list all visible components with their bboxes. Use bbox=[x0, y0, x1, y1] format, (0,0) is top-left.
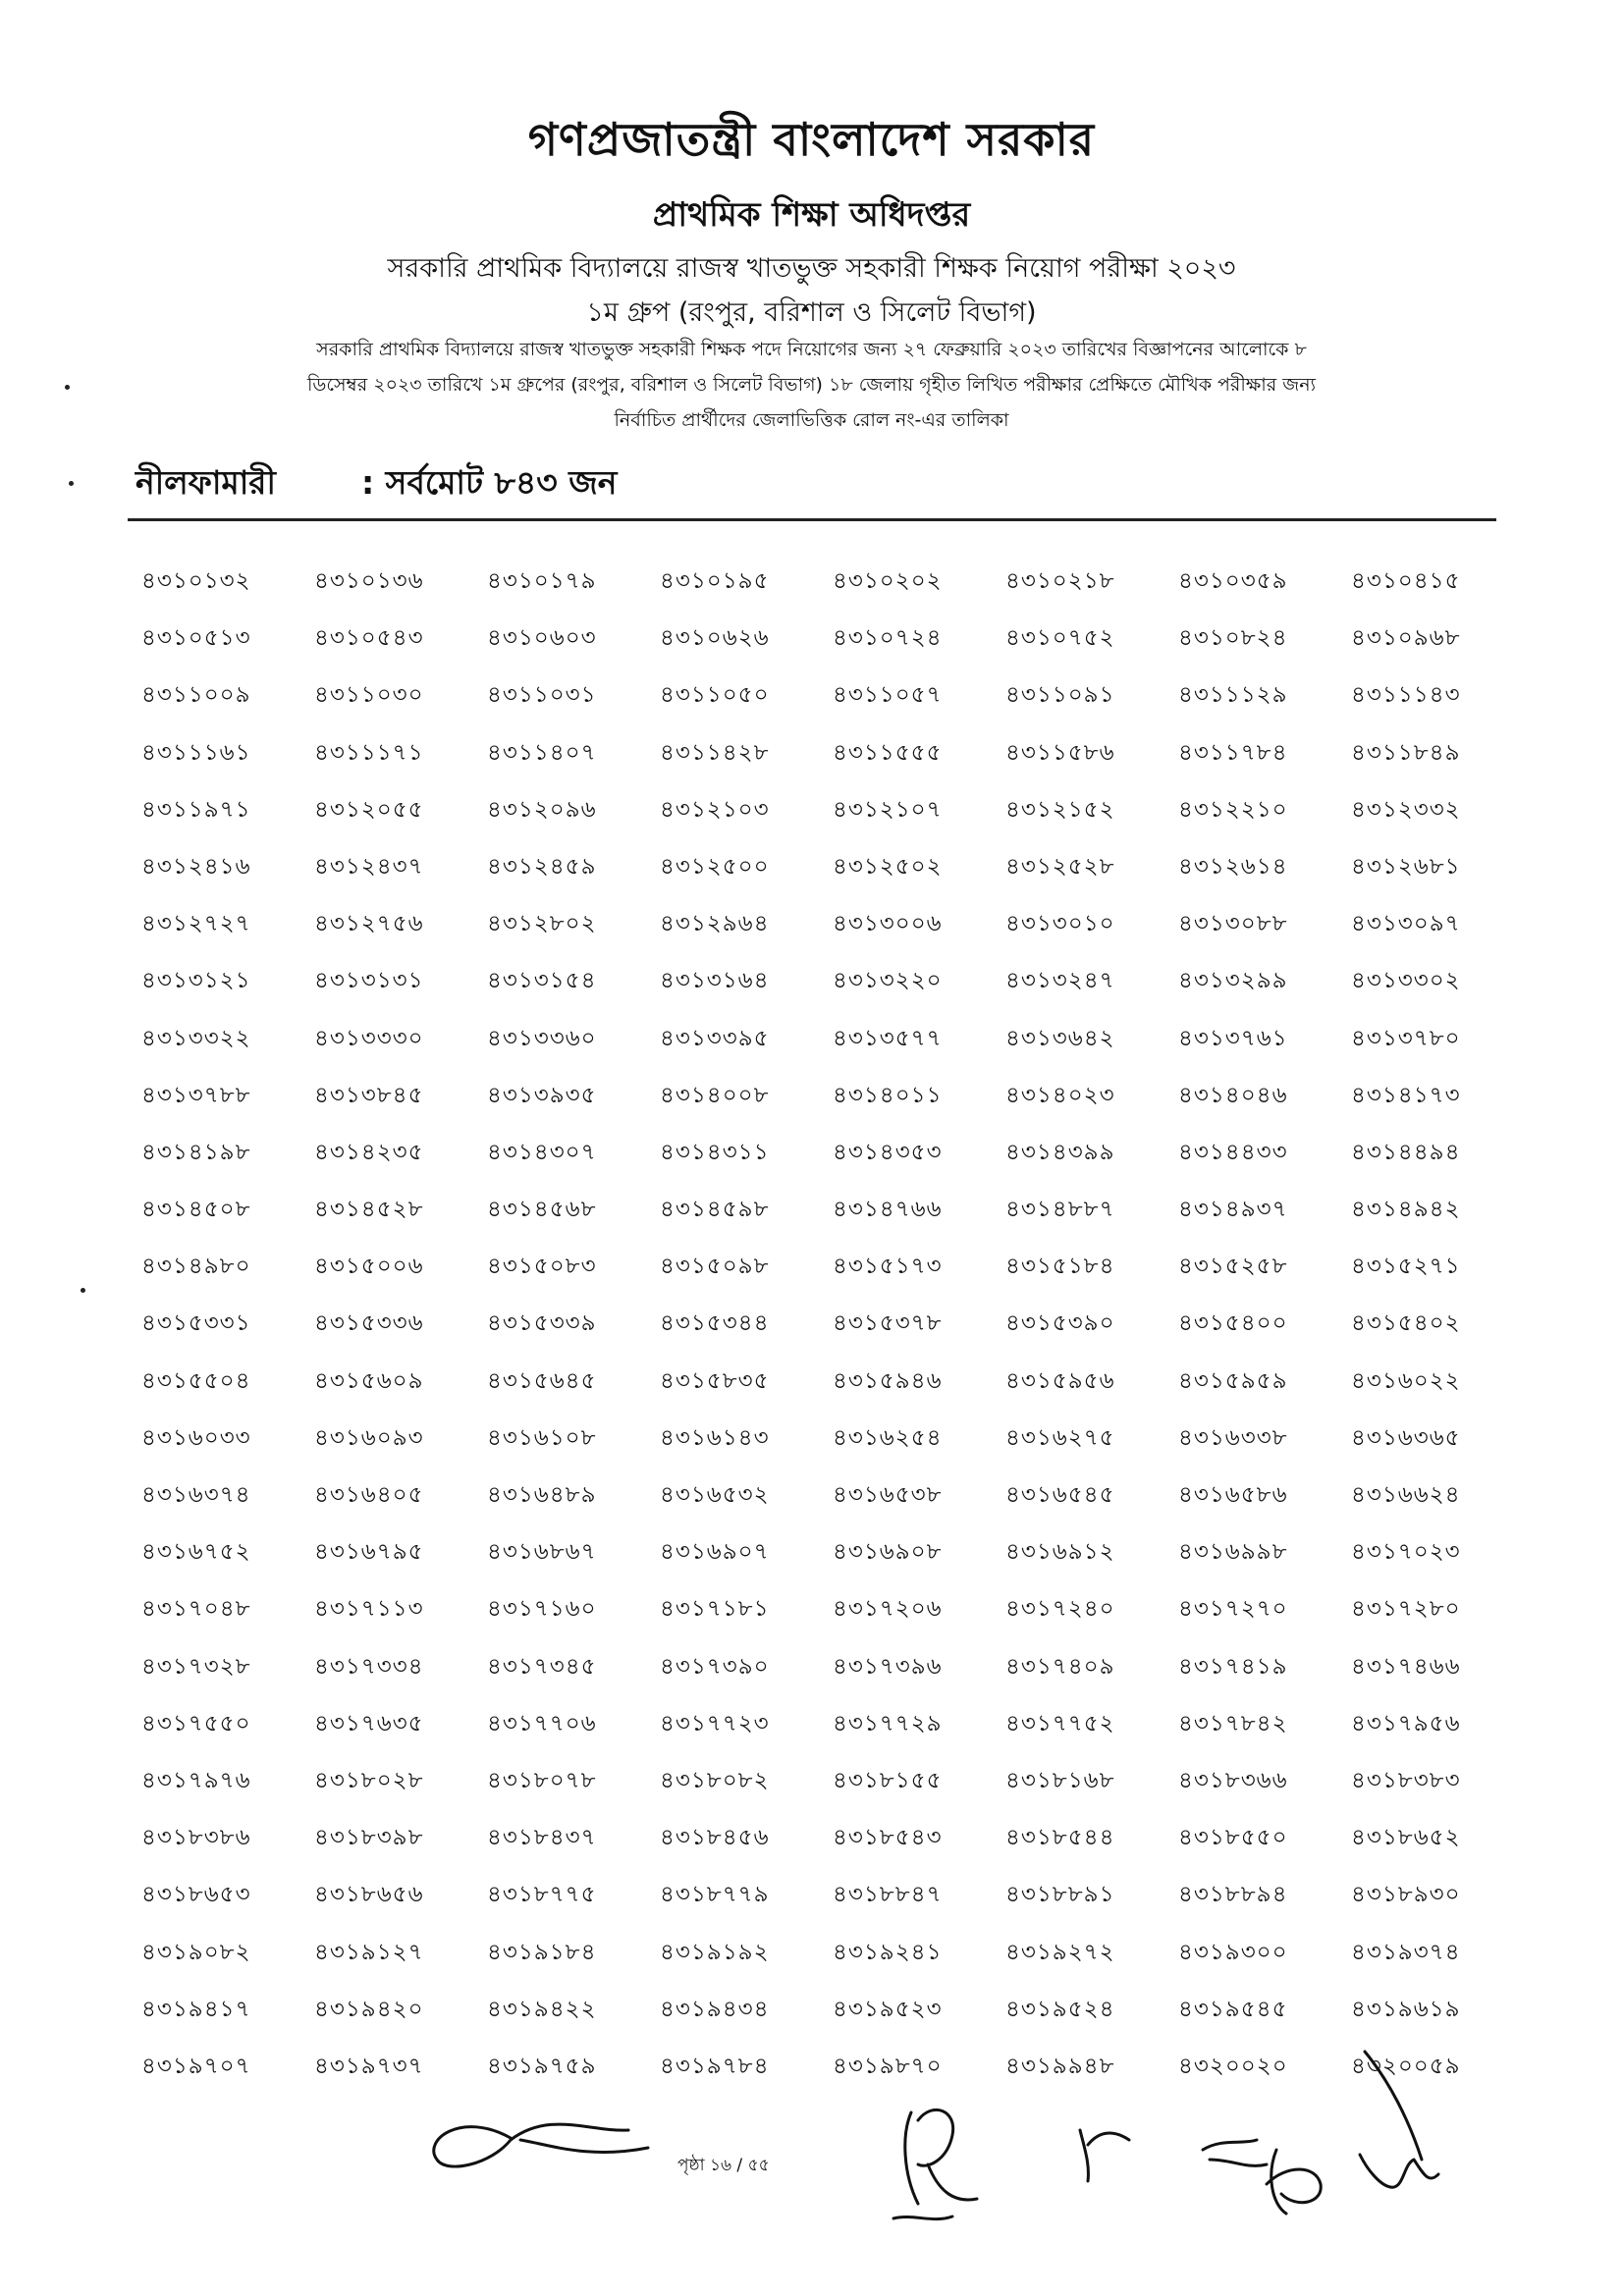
roll-number: ৪৩১৮৫৪৪ bbox=[1005, 1825, 1115, 1851]
roll-number: ৪৩১৪৪৩৩ bbox=[1178, 1139, 1288, 1165]
roll-number: ৪৩১৭৭২৯ bbox=[833, 1710, 943, 1736]
roll-row bbox=[141, 1590, 1536, 1647]
roll-number: ৪৩১৬৫৩২ bbox=[660, 1482, 770, 1508]
roll-number: ৪৩১৬০২২ bbox=[1351, 1367, 1461, 1394]
roll-number: ৪৩১৮৭৭৯ bbox=[660, 1882, 770, 1908]
roll-number: ৪৩১২১০৭ bbox=[833, 796, 943, 823]
roll-number: ৪৩১৪৮৮৭ bbox=[1005, 1197, 1115, 1223]
roll-number: ৪৩১১৫৮৬ bbox=[1005, 739, 1115, 766]
roll-number: ৪৩১৭৭০৬ bbox=[487, 1710, 597, 1736]
roll-number: ৪৩১৭০৪৮ bbox=[141, 1596, 251, 1623]
roll-row bbox=[141, 1191, 1536, 1248]
roll-number: ৪৩১৯৪৩৪ bbox=[660, 1996, 770, 2022]
roll-number: ৪৩১৫৬৪৫ bbox=[487, 1367, 597, 1394]
roll-number: ৪৩১০১৭৯ bbox=[487, 568, 597, 594]
roll-number: ৪৩১৭৩৪৫ bbox=[487, 1653, 597, 1680]
roll-number: ৪৩১১৪২৮ bbox=[660, 739, 770, 766]
roll-number: ৪৩১০৮২৪ bbox=[1178, 625, 1288, 652]
roll-number: ৪৩১৫২৫৮ bbox=[1178, 1254, 1288, 1280]
roll-number: ৪৩১৯১২৭ bbox=[314, 1939, 424, 1965]
roll-number: ৪৩১৪৩০৭ bbox=[487, 1139, 597, 1165]
roll-number: ৪৩১৪০২৩ bbox=[1005, 1082, 1115, 1108]
roll-number: ৪৩১৯৭৫৯ bbox=[487, 2053, 597, 2079]
roll-number: ৪৩১৯২৭২ bbox=[1005, 1939, 1115, 1965]
roll-number: ৪৩১৯৩৭৪ bbox=[1351, 1939, 1461, 1965]
roll-row bbox=[141, 1077, 1536, 1134]
roll-number: ৪৩১৫৬০৯ bbox=[314, 1367, 424, 1394]
roll-number: ৪৩১৯৫২৪ bbox=[1005, 1996, 1115, 2022]
roll-number: ৪৩১৩০১০ bbox=[1005, 911, 1115, 937]
roll-number: ৪৩১৯২৪১ bbox=[833, 1939, 943, 1965]
roll-number: ৪৩১৮১৬৮ bbox=[1005, 1767, 1115, 1793]
roll-number: ৪৩১৭৩৩৪ bbox=[314, 1653, 424, 1680]
roll-row bbox=[141, 1020, 1536, 1077]
roll-number: ৪৩১৫৪০২ bbox=[1351, 1310, 1461, 1337]
roll-number: ৪৩১৭২৭০ bbox=[1178, 1596, 1288, 1623]
roll-number: ৪৩১৫০৮৩ bbox=[487, 1254, 597, 1280]
roll-number: ৪৩১৭৯৫৬ bbox=[1351, 1710, 1461, 1736]
roll-number: ৪৩১০৩৫৯ bbox=[1178, 568, 1288, 594]
roll-number: ৪৩১১৭৮৪ bbox=[1178, 739, 1288, 766]
roll-number: ৪৩১৪০১১ bbox=[833, 1082, 943, 1108]
roll-number: ৪৩১৩০৮৮ bbox=[1178, 911, 1288, 937]
roll-number: ৪৩১২৫০২ bbox=[833, 853, 943, 880]
roll-number: ৪৩১১০৫৭ bbox=[833, 682, 943, 709]
roll-number: ৪৩১৪৭৬৬ bbox=[833, 1197, 943, 1223]
roll-number: ৪৩১৭৩৯০ bbox=[660, 1653, 770, 1680]
notice-line: ডিসেম্বর ২০২৩ তারিখে ১ম গ্রুপের (রংপুর, বরিশাল ও সিলেট বিভাগ) ১৮ জেলায় গৃহীত লিখিত পরীক্ষার প্রেক্ষিতে মৌখিক পরীক্ষার জন্য bbox=[306, 374, 1317, 396]
roll-number: ৪৩১৬৮৬৭ bbox=[487, 1539, 597, 1566]
roll-row bbox=[141, 1134, 1536, 1191]
signature-1 bbox=[434, 2124, 648, 2166]
roll-number: ৪৩১৬৩৬৫ bbox=[1351, 1424, 1461, 1451]
roll-number: ৪৩১২০৯৬ bbox=[487, 796, 597, 823]
roll-row bbox=[141, 1419, 1536, 1476]
department-title: প্রাথমিক শিক্ষা অধিদপ্তর bbox=[652, 195, 971, 235]
roll-number: ৪৩১৭২৮০ bbox=[1351, 1596, 1461, 1623]
roll-number: ৪৩১৮০৭৮ bbox=[487, 1767, 597, 1793]
roll-number: ৪৩১৯১৯২ bbox=[660, 1939, 770, 1965]
roll-number: ৪৩১২৪১৬ bbox=[141, 853, 251, 880]
roll-number: ৪৩১০৯৬৮ bbox=[1351, 625, 1461, 652]
roll-number: ৪৩১০২১৮ bbox=[1005, 568, 1115, 594]
roll-number: ৪৩১৫২৭১ bbox=[1351, 1254, 1461, 1280]
roll-number: ৪৩১৭৭২৩ bbox=[660, 1710, 770, 1736]
roll-number: ৪৩১৪৫০৮ bbox=[141, 1197, 251, 1223]
roll-number: ৪৩১৯৫২৩ bbox=[833, 1996, 943, 2022]
roll-number: ৪৩১৫৩৩১ bbox=[141, 1310, 251, 1337]
roll-number: ৪৩১১৫৫৫ bbox=[833, 739, 943, 766]
roll-number: ৪৩১৪৯৮০ bbox=[141, 1254, 251, 1280]
roll-number: ৪৩১৫৩৩৬ bbox=[314, 1310, 424, 1337]
roll-number: ৪৩১৩৭৮০ bbox=[1351, 1025, 1461, 1051]
roll-number: ৪৩১৪৯৩৭ bbox=[1178, 1197, 1288, 1223]
roll-number: ৪৩১৩২৪৭ bbox=[1005, 968, 1115, 994]
roll-number: ৪৩১১০৫০ bbox=[660, 682, 770, 709]
notice-line: সরকারি প্রাথমিক বিদ্যালয়ে রাজস্ব খাতভুক্ত সহকারী শিক্ষক পদে নিয়োগের জন্য ২৭ ফেব্রুয়ারি ২০২৩ তারিখের বিজ্ঞাপনের আলোকে ৮ bbox=[316, 339, 1307, 360]
roll-number: ৪৩১৫৩৩৯ bbox=[487, 1310, 597, 1337]
roll-number: ৪৩১২০৫৫ bbox=[314, 796, 424, 823]
roll-number: ৪৩১১১৭১ bbox=[314, 739, 424, 766]
roll-number-table bbox=[141, 562, 1536, 2105]
roll-row bbox=[141, 1476, 1536, 1533]
roll-row bbox=[141, 791, 1536, 848]
roll-number: ৪৩১৪৯৪২ bbox=[1351, 1197, 1461, 1223]
roll-number: ৪৩১৩০০৬ bbox=[833, 911, 943, 937]
roll-number: ৪৩১৩৯৩৫ bbox=[487, 1082, 597, 1108]
roll-number: ৪৩১০৫৪৩ bbox=[314, 625, 424, 652]
roll-number: ৪৩১৬৭৯৫ bbox=[314, 1539, 424, 1566]
roll-number: ৪৩১৫৩৯০ bbox=[1005, 1310, 1115, 1337]
roll-number: ৪৩১২৫০০ bbox=[660, 853, 770, 880]
roll-row bbox=[141, 2048, 1536, 2105]
roll-number: ৪৩১১০০৯ bbox=[141, 682, 251, 709]
roll-number: ৪৩১৯৩০০ bbox=[1178, 1939, 1288, 1965]
roll-number: ৪৩১৩৩৩০ bbox=[314, 1025, 424, 1051]
roll-number: ৪৩১১৪০৭ bbox=[487, 739, 597, 766]
roll-row bbox=[141, 1819, 1536, 1876]
roll-row bbox=[141, 676, 1536, 733]
roll-number: ৪৩১৪০০৮ bbox=[660, 1082, 770, 1108]
government-title: গণপ্রজাতন্ত্রী বাংলাদেশ সরকার bbox=[527, 113, 1096, 166]
roll-number: ৪৩১১০৩১ bbox=[487, 682, 597, 709]
roll-number: ৪৩১৬৩৩৮ bbox=[1178, 1424, 1288, 1451]
roll-number: ৪৩১৯৯৪৮ bbox=[1005, 2053, 1115, 2079]
roll-number: ৪৩১৭৩৯৬ bbox=[833, 1653, 943, 1680]
roll-number: ৪৩১২৪৩৭ bbox=[314, 853, 424, 880]
roll-number: ৪৩১৬৫৪৫ bbox=[1005, 1482, 1115, 1508]
roll-number: ৪৩১০৪১৫ bbox=[1351, 568, 1461, 594]
roll-number: ৪৩১১১৪৩ bbox=[1351, 682, 1461, 709]
roll-number: ৪৩১৩৭৮৮ bbox=[141, 1082, 251, 1108]
roll-number: ৪৩১৭৪১৯ bbox=[1178, 1653, 1288, 1680]
roll-number: ৪৩১৭৮৪২ bbox=[1178, 1710, 1288, 1736]
roll-number: ৪৩১৮৩৯৮ bbox=[314, 1825, 424, 1851]
roll-number: ৪৩১৭৩২৮ bbox=[141, 1653, 251, 1680]
scan-speck bbox=[65, 385, 70, 390]
roll-number: ৪৩১৩০৯৭ bbox=[1351, 911, 1461, 937]
signature-3 bbox=[1080, 2130, 1129, 2181]
roll-number: ৪৩১৪০৪৬ bbox=[1178, 1082, 1288, 1108]
roll-number: ৪৩১৪৫৬৮ bbox=[487, 1197, 597, 1223]
signature-4 bbox=[1203, 2140, 1321, 2214]
roll-number: ৪৩১২৮০২ bbox=[487, 911, 597, 937]
roll-number: ৪৩১৩১২১ bbox=[141, 968, 251, 994]
roll-number: ৪৩১৮৪৩৭ bbox=[487, 1825, 597, 1851]
roll-number: ৪৩১৮৬৫২ bbox=[1351, 1825, 1461, 1851]
roll-number: ৪৩১৪৩১১ bbox=[660, 1139, 770, 1165]
roll-number: ৪৩১৩৩০২ bbox=[1351, 968, 1461, 994]
roll-number: ৪৩১৫৫০৪ bbox=[141, 1367, 251, 1394]
roll-number: ৪৩১৩৩২২ bbox=[141, 1025, 251, 1051]
roll-number: ৪৩১৭৫৫০ bbox=[141, 1710, 251, 1736]
signature-2 bbox=[893, 2109, 977, 2218]
roll-number: ৪৩১৬১৪৩ bbox=[660, 1424, 770, 1451]
roll-number: ৪৩১১০৯১ bbox=[1005, 682, 1115, 709]
roll-number: ৪৩১৭১১৩ bbox=[314, 1596, 424, 1623]
roll-number: ৪৩১৮০২৮ bbox=[314, 1767, 424, 1793]
roll-number: ৪৩১৯০৮২ bbox=[141, 1939, 251, 1965]
roll-number: ৪৩১৬৪০৫ bbox=[314, 1482, 424, 1508]
roll-number: ৪৩১৬০৩৩ bbox=[141, 1424, 251, 1451]
roll-number: ৪৩১২৫২৮ bbox=[1005, 853, 1115, 880]
district-name: নীলফামারী bbox=[135, 463, 276, 502]
roll-number: ৪৩১২১০৩ bbox=[660, 796, 770, 823]
roll-number: ৪৩১৯৪২০ bbox=[314, 1996, 424, 2022]
roll-number: ৪৩১২৪৫৯ bbox=[487, 853, 597, 880]
roll-number: ৪৩১০৬২৬ bbox=[660, 625, 770, 652]
roll-number: ৪৩১৬২৫৪ bbox=[833, 1424, 943, 1451]
roll-number: ৪৩১৪৫৯৮ bbox=[660, 1197, 770, 1223]
roll-number: ৪৩১২২১০ bbox=[1178, 796, 1288, 823]
roll-number: ৪৩১৬৫৮৬ bbox=[1178, 1482, 1288, 1508]
roll-number: ৪৩১৩২২০ bbox=[833, 968, 943, 994]
roll-number: ৪৩১৫৯৫৬ bbox=[1005, 1367, 1115, 1394]
roll-number: ৪৩১৮৫৪৩ bbox=[833, 1825, 943, 1851]
roll-number: ৪৩১৮৯৩০ bbox=[1351, 1882, 1461, 1908]
roll-number: ৪৩১০৬০৩ bbox=[487, 625, 597, 652]
roll-number: ৪৩১৩১৬৪ bbox=[660, 968, 770, 994]
roll-number: ৪৩১৩৩৯৫ bbox=[660, 1025, 770, 1051]
roll-number: ৪৩১৬৯০৮ bbox=[833, 1539, 943, 1566]
scan-speck bbox=[81, 1288, 85, 1293]
roll-number: ৪৩১৭০২৩ bbox=[1351, 1539, 1461, 1566]
roll-number: ৪৩১০১৩৬ bbox=[314, 568, 424, 594]
roll-number: ৪৩১১১৬১ bbox=[141, 739, 251, 766]
roll-number: ৪৩১৯৪১৭ bbox=[141, 1996, 251, 2022]
roll-number: ৪৩১৭২০৬ bbox=[833, 1596, 943, 1623]
roll-number: ৪৩১১৯৭১ bbox=[141, 796, 251, 823]
scan-speck bbox=[69, 481, 74, 486]
roll-number: ৪৩১৯৭৩৭ bbox=[314, 2053, 424, 2079]
roll-row bbox=[141, 962, 1536, 1019]
roll-number: ৪৩১৮৬৫৬ bbox=[314, 1882, 424, 1908]
roll-number: ৪৩১৪১৭৩ bbox=[1351, 1082, 1461, 1108]
roll-number: ৪৩১৭৪৬৬ bbox=[1351, 1653, 1461, 1680]
roll-number: ৪৩১৩৫৭৭ bbox=[833, 1025, 943, 1051]
roll-number: ৪৩১৯১৮৪ bbox=[487, 1939, 597, 1965]
roll-number: ৪৩১৪৩৫৩ bbox=[833, 1139, 943, 1165]
roll-number: ৪৩১৬৭৫২ bbox=[141, 1539, 251, 1566]
roll-row bbox=[141, 1934, 1536, 1991]
page-number: পৃষ্ঠা ১৬ / ৫৫ bbox=[677, 2156, 770, 2175]
roll-number: ৪৩১৭১৮১ bbox=[660, 1596, 770, 1623]
roll-number: ৪৩১৫০৯৮ bbox=[660, 1254, 770, 1280]
roll-number: ৪৩১৯৪২২ bbox=[487, 1996, 597, 2022]
roll-number: ৪৩১৬২৭৫ bbox=[1005, 1424, 1115, 1451]
roll-number: ৪৩১৬৩৭৪ bbox=[141, 1482, 251, 1508]
roll-row bbox=[141, 1305, 1536, 1362]
roll-number: ৪৩১৫৩৪৪ bbox=[660, 1310, 770, 1337]
roll-number: ৪৩১৫০০৬ bbox=[314, 1254, 424, 1280]
roll-number: ৪৩১৭২৪০ bbox=[1005, 1596, 1115, 1623]
roll-number: ৪৩১৯৭০৭ bbox=[141, 2053, 251, 2079]
roll-number: ৪৩১৮৮৯১ bbox=[1005, 1882, 1115, 1908]
roll-number: ৪৩১১১২৯ bbox=[1178, 682, 1288, 709]
roll-number: ৪৩১২৭২৭ bbox=[141, 911, 251, 937]
roll-number: ৪৩১০২০২ bbox=[833, 568, 943, 594]
roll-number: ৪৩২০০৫৯ bbox=[1351, 2053, 1461, 2079]
roll-number: ৪৩১৩৬৪২ bbox=[1005, 1025, 1115, 1051]
roll-number: ৪৩১৮৪৫৬ bbox=[660, 1825, 770, 1851]
roll-row bbox=[141, 1876, 1536, 1933]
roll-number: ৪৩১৮৫৫০ bbox=[1178, 1825, 1288, 1851]
roll-number: ৪৩১৭৯৭৬ bbox=[141, 1767, 251, 1793]
roll-number: ৪৩২০০২০ bbox=[1178, 2053, 1288, 2079]
roll-number: ৪৩১৯৬১৯ bbox=[1351, 1996, 1461, 2022]
roll-number: ৪৩১৮০৮২ bbox=[660, 1767, 770, 1793]
roll-number: ৪৩১০৭২৪ bbox=[833, 625, 943, 652]
notice-line: নির্বাচিত প্রার্থীদের জেলাভিত্তিক রোল নং-এর তালিকা bbox=[614, 409, 1009, 431]
roll-number: ৪৩১৪৫২৮ bbox=[314, 1197, 424, 1223]
group-title: ১ম গ্রুপ (রংপুর, বরিশাল ও সিলেট বিভাগ) bbox=[586, 297, 1037, 328]
roll-row bbox=[141, 1362, 1536, 1419]
roll-number: ৪৩১৪৩৯৯ bbox=[1005, 1139, 1115, 1165]
roll-number: ৪৩১৩২৯৯ bbox=[1178, 968, 1288, 994]
exam-title: সরকারি প্রাথমিক বিদ্যালয়ে রাজস্ব খাতভুক্ত সহকারী শিক্ষক নিয়োগ পরীক্ষা ২০২৩ bbox=[387, 253, 1236, 284]
roll-number: ৪৩১২১৫২ bbox=[1005, 796, 1115, 823]
roll-number: ৪৩১৬৫৩৮ bbox=[833, 1482, 943, 1508]
roll-number: ৪৩১৭৭৫২ bbox=[1005, 1710, 1115, 1736]
roll-number: ৪৩১৪২৩৫ bbox=[314, 1139, 424, 1165]
roll-number: ৪৩১১৮৪৯ bbox=[1351, 739, 1461, 766]
roll-number: ৪৩১৮৮৪৭ bbox=[833, 1882, 943, 1908]
roll-number: ৪৩১৪৪৯৪ bbox=[1351, 1139, 1461, 1165]
roll-number: ৪৩১৩৮৪৫ bbox=[314, 1082, 424, 1108]
roll-number: ৪৩১০৭৫২ bbox=[1005, 625, 1115, 652]
roll-row bbox=[141, 1991, 1536, 2048]
roll-number: ৪৩১৮৬৫৩ bbox=[141, 1882, 251, 1908]
roll-number: ৪৩১৩১৩১ bbox=[314, 968, 424, 994]
roll-number: ৪৩১০১৩২ bbox=[141, 568, 251, 594]
roll-number: ৪৩১৩৭৬১ bbox=[1178, 1025, 1288, 1051]
roll-row bbox=[141, 619, 1536, 676]
roll-number: ৪৩১৮৩৮৩ bbox=[1351, 1767, 1461, 1793]
roll-number: ৪৩১৭১৬০ bbox=[487, 1596, 597, 1623]
roll-number: ৪৩১২৩৩২ bbox=[1351, 796, 1461, 823]
roll-number: ৪৩১৬৬২৪ bbox=[1351, 1482, 1461, 1508]
roll-number: ৪৩১৩১৫৪ bbox=[487, 968, 597, 994]
roll-number: ৪৩১৬১০৮ bbox=[487, 1424, 597, 1451]
roll-number: ৪৩১১০৩০ bbox=[314, 682, 424, 709]
roll-number: ৪৩১৯৮৭০ bbox=[833, 2053, 943, 2079]
roll-number: ৪৩১৬৯১২ bbox=[1005, 1539, 1115, 1566]
roll-row bbox=[141, 734, 1536, 791]
roll-number: ৪৩১৬৯০৭ bbox=[660, 1539, 770, 1566]
roll-row bbox=[141, 1648, 1536, 1705]
header-divider bbox=[128, 518, 1496, 521]
roll-row bbox=[141, 562, 1536, 619]
roll-number: ৪৩১২৬১৪ bbox=[1178, 853, 1288, 880]
roll-number: ৪৩১২৭৫৬ bbox=[314, 911, 424, 937]
roll-number: ৪৩১২৬৮১ bbox=[1351, 853, 1461, 880]
roll-number: ৪৩১০৫১৩ bbox=[141, 625, 251, 652]
roll-number: ৪৩১৬০৯৩ bbox=[314, 1424, 424, 1451]
roll-number: ৪৩১৩৩৬০ bbox=[487, 1025, 597, 1051]
roll-number: ৪৩১৭৪০৯ bbox=[1005, 1653, 1115, 1680]
roll-number: ৪৩১৮৩৬৬ bbox=[1178, 1767, 1288, 1793]
roll-number: ৪৩১২৯৬৪ bbox=[660, 911, 770, 937]
roll-number: ৪৩১৮৩৮৬ bbox=[141, 1825, 251, 1851]
roll-number: ৪৩১৫৮৩৫ bbox=[660, 1367, 770, 1394]
roll-number: ৪৩১৮৮৯৪ bbox=[1178, 1882, 1288, 1908]
roll-row bbox=[141, 905, 1536, 962]
roll-number: ৪৩১০১৯৫ bbox=[660, 568, 770, 594]
roll-number: ৪৩১৫৪০০ bbox=[1178, 1310, 1288, 1337]
district-total: : সর্বমোট ৮৪৩ জন bbox=[361, 463, 618, 502]
roll-number: ৪৩১৮৭৭৫ bbox=[487, 1882, 597, 1908]
roll-number: ৪৩১৫৯৫৯ bbox=[1178, 1367, 1288, 1394]
roll-row bbox=[141, 1762, 1536, 1819]
roll-row bbox=[141, 1705, 1536, 1762]
roll-number: ৪৩১৭৬৩৫ bbox=[314, 1710, 424, 1736]
roll-number: ৪৩১৫১৭৩ bbox=[833, 1254, 943, 1280]
roll-number: ৪৩১৯৫৪৫ bbox=[1178, 1996, 1288, 2022]
roll-number: ৪৩১৪১৯৮ bbox=[141, 1139, 251, 1165]
roll-row bbox=[141, 1248, 1536, 1305]
roll-number: ৪৩১৮১৫৫ bbox=[833, 1767, 943, 1793]
roll-number: ৪৩১৫৩৭৮ bbox=[833, 1310, 943, 1337]
roll-number: ৪৩১৫৯৪৬ bbox=[833, 1367, 943, 1394]
roll-number: ৪৩১৫১৮৪ bbox=[1005, 1254, 1115, 1280]
roll-number: ৪৩১৯৭৮৪ bbox=[660, 2053, 770, 2079]
roll-row bbox=[141, 848, 1536, 905]
roll-number: ৪৩১৬৯৯৮ bbox=[1178, 1539, 1288, 1566]
roll-number: ৪৩১৬৪৮৯ bbox=[487, 1482, 597, 1508]
roll-row bbox=[141, 1533, 1536, 1590]
